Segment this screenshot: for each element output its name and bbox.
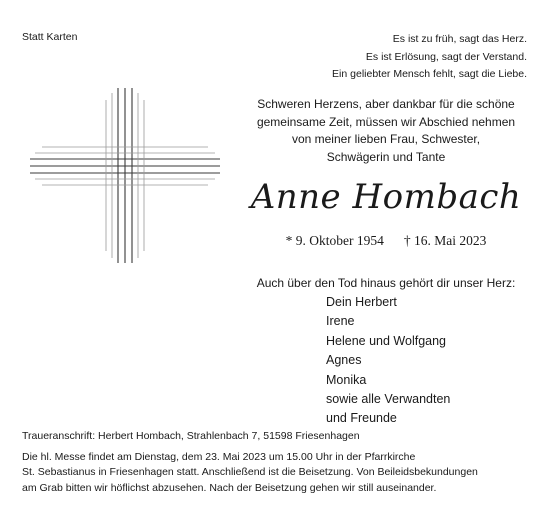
deceased-name: Anne Hombach: [250, 177, 522, 217]
intro-line: Schwägerin und Tante: [326, 149, 446, 164]
list-item: Irene: [326, 314, 355, 329]
mourners-list: [326, 293, 450, 429]
list-item: Dein Herbert: [326, 295, 397, 309]
list-item: sowie alle Verwandten: [326, 392, 451, 407]
poem-line: Ein geliebter Mensch fehlt, sagt die Liebe.: [332, 68, 527, 80]
list-item: Agnes: [326, 353, 362, 368]
list-item: und Freunde: [326, 411, 397, 426]
intro-line: von meiner lieben Frau, Schwester,: [291, 132, 481, 146]
poem-line: Es ist zu früh, sagt das Herz.: [392, 33, 527, 45]
death-date: † 16. Mai 2023: [403, 233, 487, 248]
list-item: Monika: [326, 372, 367, 387]
birth-date: * 9. Oktober 1954: [285, 233, 384, 248]
intro-text: [222, 96, 550, 166]
mass-notice-line: am Grab bitten wir höflichst abzusehen. Nach der Beisetzung gehen wir still auseinander.: [22, 481, 437, 494]
list-item: Helene und Wolfgang: [326, 333, 446, 348]
poem-line: Es ist Erlösung, sagt der Verstand.: [365, 50, 527, 63]
mourning-address: Traueranschrift: Herbert Hombach, Strahlenbach 7, 51598 Friesenhagen: [22, 430, 360, 442]
mass-notice-line: St. Sebastianus in Friesenhagen statt. Anschließend ist die Beisetzung. Von Beileidsbekundungen: [22, 466, 478, 479]
closing-line: Auch über den Tod hinaus gehört dir unser Herz:: [256, 276, 516, 290]
statt-karten-label: Statt Karten: [22, 31, 78, 43]
life-dates: [222, 233, 550, 249]
cross-icon: [30, 88, 220, 263]
mass-notice-line: Die hl. Messe findet am Dienstag, dem 23. Mai 2023 um 15.00 Uhr in der Pfarrkirche: [22, 451, 416, 463]
intro-line: gemeinsame Zeit, müssen wir Abschied nehmen: [256, 114, 516, 129]
poem: [332, 31, 527, 84]
intro-line: Schweren Herzens, aber dankbar für die schöne: [257, 97, 515, 111]
mass-notice: [22, 450, 478, 496]
